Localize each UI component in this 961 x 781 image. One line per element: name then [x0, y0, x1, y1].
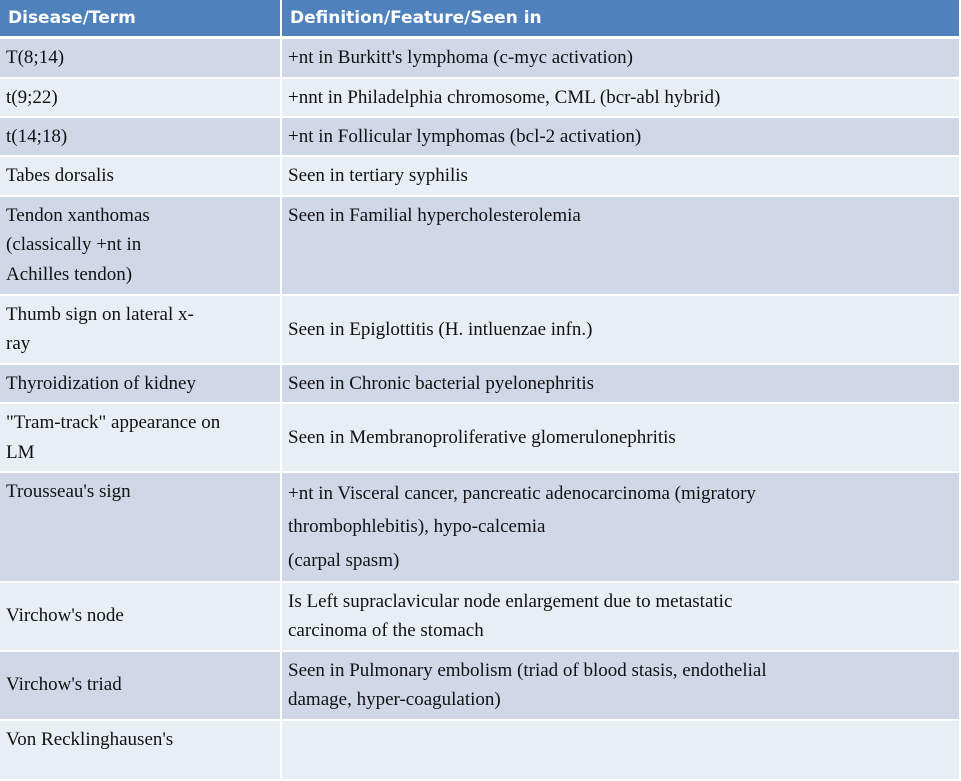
definition-text: Seen in Epiglottitis (H. intluenzae infn.)	[288, 318, 593, 340]
table-header-row	[0, 0, 960, 38]
column-header-term: Disease/Term	[0, 0, 281, 38]
definition-text: Seen in Membranoproliferative glomerulonephritis	[288, 426, 676, 448]
definition-text: +nnt in Philadelphia chromosome, CML (bcr-abl hybrid)	[288, 86, 721, 108]
term-text: Thyroidization of kidney	[6, 372, 196, 394]
definition-text: Is Left supraclavicular node enlargement due to metastatic carcinoma of the stomach	[288, 590, 733, 642]
definition-text: Seen in tertiary syphilis	[288, 165, 468, 187]
term-cell	[0, 117, 281, 156]
definition-text: +nt in Follicular lymphomas (bcl-2 activation)	[288, 125, 642, 147]
definition-cell	[281, 117, 960, 156]
table-row	[0, 38, 960, 78]
table-row	[0, 117, 960, 156]
definition-cell	[281, 472, 960, 582]
term-cell	[0, 582, 281, 651]
term-cell	[0, 156, 281, 195]
table-row	[0, 196, 960, 295]
definition-cell	[281, 403, 960, 472]
definition-text: Seen in Familial hypercholesterolemia	[288, 204, 581, 226]
definition-text: +nt in Burkitt's lymphoma (c-myc activation)	[288, 47, 633, 69]
term-cell	[0, 364, 281, 403]
table-row	[0, 403, 960, 472]
term-text: Virchow's triad	[6, 674, 122, 696]
table-row	[0, 364, 960, 403]
term-cell	[0, 720, 281, 780]
definition-cell	[281, 156, 960, 195]
term-text: Virchow's node	[6, 605, 124, 627]
term-text: T(8;14)	[6, 47, 65, 69]
definition-cell	[281, 196, 960, 295]
definition-cell	[281, 720, 960, 780]
table-row	[0, 295, 960, 364]
table-row	[0, 472, 960, 582]
definition-text: Seen in Chronic bacterial pyelonephritis	[288, 372, 595, 394]
table-row	[0, 156, 960, 195]
definition-cell	[281, 364, 960, 403]
column-header-definition: Definition/Feature/Seen in	[281, 0, 960, 38]
definition-text: +nt in Visceral cancer, pancreatic adenocarcinoma (migratory thrombophlebitis), hypo-calcemia (carpal spasm)	[288, 483, 756, 571]
term-text: Tabes dorsalis	[6, 165, 114, 187]
definition-cell	[281, 38, 960, 78]
term-cell	[0, 196, 281, 295]
term-text: Trousseau's sign	[6, 481, 131, 502]
term-text: t(14;18)	[6, 125, 68, 147]
term-cell	[0, 472, 281, 582]
term-cell	[0, 78, 281, 117]
table-row	[0, 78, 960, 117]
term-cell	[0, 38, 281, 78]
definition-cell	[281, 295, 960, 364]
term-text: t(9;22)	[6, 86, 58, 108]
term-text: Von Recklinghausen's	[6, 728, 174, 750]
definition-cell	[281, 78, 960, 117]
term-cell	[0, 403, 281, 472]
term-text: Thumb sign on lateral x- ray	[6, 303, 194, 355]
definition-text: Seen in Pulmonary embolism (triad of blood stasis, endothelial damage, hyper-coagulation)	[288, 659, 767, 711]
table-row	[0, 720, 960, 780]
term-text: "Tram-track" appearance on LM	[6, 412, 221, 463]
table-row	[0, 582, 960, 651]
definition-cell	[281, 651, 960, 720]
table-row	[0, 651, 960, 720]
term-cell	[0, 651, 281, 720]
term-cell	[0, 295, 281, 364]
term-text: Tendon xanthomas (classically +nt in Achilles tendon)	[6, 204, 150, 285]
definition-cell	[281, 582, 960, 651]
